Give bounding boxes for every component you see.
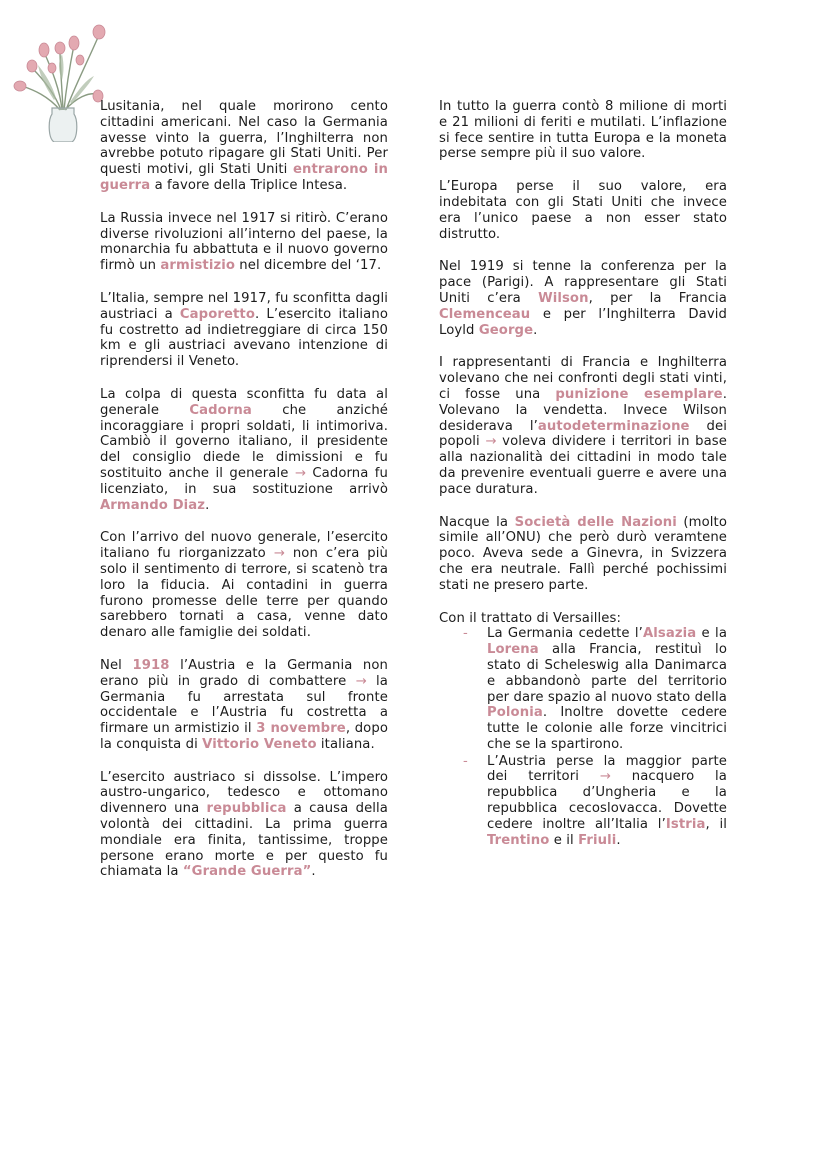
arrow-icon: → <box>355 673 367 689</box>
highlight: Società delle Nazioni <box>514 514 677 530</box>
highlight: Polonia <box>487 705 543 721</box>
highlight: Istria <box>665 816 706 832</box>
arrow-icon: → <box>273 546 285 562</box>
paragraph-diaz: Con l’arrivo del nuovo generale, l’esercito italiano fu riorganizzato → non c’era più solo il sentimento di terrore, si scatenò tra loro la fiducia. Ai contadini in guerra furono promesse delle terre per quando sarebbero tornati a casa, venne dato denaro alle famiglie dei soldati. <box>100 530 388 641</box>
highlight: punizione esemplare <box>555 386 723 402</box>
paragraph-grande-guerra: L’esercito austriaco si dissolse. L’impero austro-ungarico, tedesco e ottomano divennero una repubblica a causa della volontà dei cittadini. La prima guerra mondiale era finita, tantissime, troppe persone erano morte e per questo fu chiamata la “Grande Guerra”. <box>100 769 388 880</box>
highlight: George <box>478 322 534 338</box>
paragraph-caporetto: L’Italia, sempre nel 1917, fu sconfitta dagli austriaci a Caporetto. L’esercito italiano fu costretto ad indietreggiare di circa 150 km e gli austriaci avevano intenzione di riprendersi il Veneto. <box>100 290 388 370</box>
paragraph-europa: L’Europa perse il suo valore, era indebitata con gli Stati Uniti che invece era l’unico paese a non esser stato distrutto. <box>439 179 727 242</box>
list-item: - L’Austria perse la maggior parte dei territori → nacquero la repubblica d’Ungheria e la repubblica cecoslovacca. Dovette cedere inoltre all’Italia l’Istria, il Trentino e il Friuli. <box>463 753 727 848</box>
highlight: Clemenceau <box>439 306 531 322</box>
versailles-list <box>439 626 727 848</box>
paragraph-1918: Nel 1918 l’Austria e la Germania non erano più in grado di combattere → la Germania fu arrestata sul fronte occidentale e l’Austria fu costretta a firmare un armistizio il 3 novembre, dopo la conquista di Vittorio Veneto italiana. <box>100 657 389 752</box>
paragraph-societa-nazioni: Nacque la Società delle Nazioni (molto simile all’ONU) che però durò veramtene poco. Aveva sede a Ginevra, in Svizzera che era neutrale. Fallì perché pochissimi stati ne presero parte. <box>439 514 727 593</box>
list-item: - La Germania cedette l’Alsazia e la Lorena alla Francia, restituì lo stato di Scheleswig alla Danimarca e abbandonò parte del territorio per dare spazio al nuovo stato della Polonia. Inoltre dovette cedere tutte le colonie alle forze vincitrici che se la spartirono. <box>463 626 727 752</box>
highlight: Armando Diaz <box>100 497 206 513</box>
highlight: Trentino <box>487 832 550 848</box>
highlight: Cadorna <box>189 402 252 418</box>
left-column <box>100 99 388 897</box>
highlight: Alsazia <box>642 626 697 642</box>
paragraph-conferenza: Nel 1919 si tenne la conferenza per la pace (Parigi). A rappresentare gli Stati Uniti c’era Wilson, per la Francia Clemenceau e per l’Inghilterra David Loyld George. <box>439 259 727 338</box>
paragraph-rappresentanti: I rappresentanti di Francia e Inghilterra volevano che nei confronti degli stati vinti, ci fosse una punizione esemplare. Volevano la vendetta. Invece Wilson desiderava l’autodeterminazione dei popoli → voleva dividere i territori in base alla nazionalità dei cittadini in modo tale da prevenire eventuali guerre e avere una pace duratura. <box>439 355 727 497</box>
paragraph-bilancio: In tutto la guerra contò 8 milione di morti e 21 milioni di feriti e mutilati. L’inflazione si fece sentire in tutta Europa e la moneta perse sempre più il suo valore. <box>439 99 727 162</box>
arrow-icon: → <box>294 465 306 481</box>
paragraph-russia: La Russia invece nel 1917 si ritirò. C’erano diverse rivoluzioni all’interno del paese, la monarchia fu abbattuta e il nuovo governo firmò un armistizio nel dicembre del ‘17. <box>100 210 388 274</box>
dash-bullet: - <box>463 626 468 642</box>
highlight: Vittorio Veneto <box>202 736 317 752</box>
arrow-icon: → <box>599 769 611 785</box>
paragraph-cadorna: La colpa di questa sconfitta fu data al generale Cadorna che anziché incoraggiare i propri soldati, li intimoriva. Cambiò il governo italiano, il presidente del consiglio diede le dimissioni e fu sostituito anche il generale → Cadorna fu licenziato, in sua sostituzione arrivò Armando Diaz. <box>100 386 389 513</box>
paragraph-lusitania: Lusitania, nel quale morirono cento cittadini americani. Nel caso la Germania avesse vinto la guerra, l’Inghilterra non avrebbe potuto ripagare gli Stati Uniti. Per questi motivi, gli Stati Uniti entrarono in guerra a favore della Triplice Intesa. <box>100 99 388 193</box>
highlight: Lorena <box>487 642 539 658</box>
arrow-icon: → <box>485 434 497 450</box>
highlight: 1918 <box>132 657 170 673</box>
highlight: entrarono in guerra <box>100 162 388 193</box>
highlight: Caporetto <box>179 306 255 322</box>
highlight: Wilson <box>538 290 589 306</box>
highlight: repubblica <box>206 801 287 817</box>
right-column <box>439 99 727 849</box>
highlight: “Grande Guerra” <box>182 864 312 880</box>
paragraph-versailles: Con il trattato di Versailles: <box>439 610 622 626</box>
highlight: 3 novembre <box>256 721 346 737</box>
highlight: armistizio <box>160 258 236 274</box>
highlight: autodeterminazione <box>537 418 690 434</box>
dash-bullet: - <box>463 753 468 769</box>
highlight: Friuli <box>578 832 617 848</box>
